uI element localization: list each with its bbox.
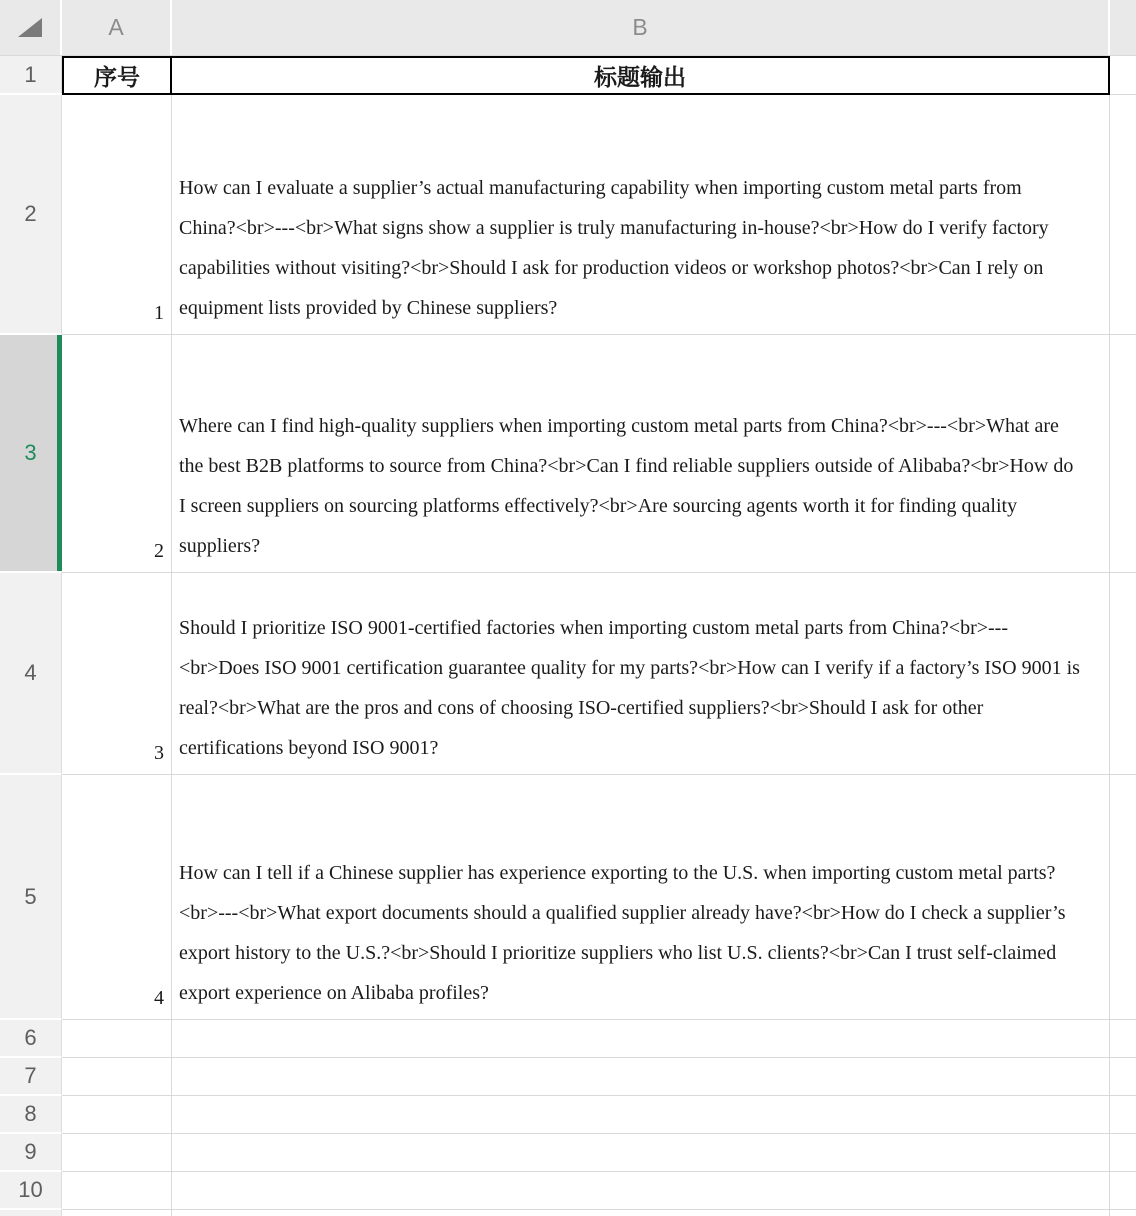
cell-c7[interactable] xyxy=(1110,1058,1136,1096)
cell-b2-text: How can I evaluate a supplier’s actual manufacturing capability when importing custom metal parts from China?<br>---<br>What signs show a supplier is truly manufacturing in-house?<br>How do I verify factory capabilities without visiting?<br>Should I ask for production videos or workshop photos?<br>Can I rely on equipment lists provided by Chinese suppliers? xyxy=(179,177,1049,319)
cell-b5[interactable] xyxy=(172,775,1110,1020)
cell-c2[interactable] xyxy=(1110,95,1136,335)
row-header-3[interactable] xyxy=(0,335,62,573)
column-header-b[interactable]: B xyxy=(172,0,1110,55)
cell-a5[interactable]: 4 xyxy=(62,775,172,1020)
table-row xyxy=(0,775,1136,1020)
column-header-a[interactable]: A xyxy=(62,0,172,55)
cell-b1-title-output-header[interactable]: 标题输出 xyxy=(172,56,1110,95)
table-row xyxy=(0,1020,1136,1058)
cell-c11[interactable] xyxy=(1110,1210,1136,1216)
row-header-4[interactable]: 4 xyxy=(0,573,62,775)
cell-a11[interactable] xyxy=(62,1210,172,1216)
cell-c1[interactable] xyxy=(1110,56,1136,95)
row-header-2[interactable]: 2 xyxy=(0,95,62,335)
cell-c10[interactable] xyxy=(1110,1172,1136,1210)
row-header-6[interactable]: 6 xyxy=(0,1020,62,1058)
cell-a6[interactable] xyxy=(62,1020,172,1058)
cell-c4[interactable] xyxy=(1110,573,1136,775)
cell-c3[interactable] xyxy=(1110,335,1136,573)
table-row xyxy=(0,1172,1136,1210)
cell-c5[interactable] xyxy=(1110,775,1136,1020)
cell-b3-text: Where can I find high-quality suppliers when importing custom metal parts from China?<br>---<br>What are the best B2B platforms to source from China?<br>Can I find reliable suppliers outside of Alibaba?<br>How do I screen suppliers on sourcing platforms effectively?<br>Are sourcing agents worth it for finding quality suppliers? xyxy=(179,415,1074,557)
row-header-5[interactable]: 5 xyxy=(0,775,62,1020)
cell-b7[interactable] xyxy=(172,1058,1110,1096)
row-header-10[interactable]: 10 xyxy=(0,1172,62,1210)
cell-c6[interactable] xyxy=(1110,1020,1136,1058)
table-row xyxy=(0,56,1136,95)
cell-a7[interactable] xyxy=(62,1058,172,1096)
cell-b5-text: How can I tell if a Chinese supplier has experience exporting to the U.S. when importing custom metal parts?<br>---<br>What export documents should a qualified supplier already have?<br>How do I check a supplier’s export history to the U.S.?<br>Should I prioritize suppliers who list U.S. clients?<br>Can I trust self-claimed export experience on Alibaba profiles? xyxy=(179,862,1066,1004)
table-row xyxy=(0,1134,1136,1172)
column-header-c[interactable] xyxy=(1110,0,1136,55)
cell-a3[interactable]: 2 xyxy=(62,335,172,573)
selection-accent-bar xyxy=(57,335,62,571)
cell-a8[interactable] xyxy=(62,1096,172,1134)
cell-b6[interactable] xyxy=(172,1020,1110,1058)
row-header-11[interactable] xyxy=(0,1210,62,1216)
table-row xyxy=(0,95,1136,335)
cell-a10[interactable] xyxy=(62,1172,172,1210)
cell-a9[interactable] xyxy=(62,1134,172,1172)
row-header-3-number: 3 xyxy=(24,440,37,465)
row-header-1[interactable]: 1 xyxy=(0,56,62,95)
cell-b4[interactable] xyxy=(172,573,1110,775)
cell-b3[interactable] xyxy=(172,335,1110,573)
cell-b8[interactable] xyxy=(172,1096,1110,1134)
cell-b10[interactable] xyxy=(172,1172,1110,1210)
cell-a4[interactable]: 3 xyxy=(62,573,172,775)
table-row xyxy=(0,1058,1136,1096)
cell-a1-serial-header[interactable]: 序号 xyxy=(62,56,172,95)
table-row xyxy=(0,1096,1136,1134)
select-all-corner[interactable] xyxy=(0,0,62,55)
column-header-row xyxy=(0,0,1136,56)
cell-b11[interactable] xyxy=(172,1210,1110,1216)
cell-a2[interactable]: 1 xyxy=(62,95,172,335)
cell-b9[interactable] xyxy=(172,1134,1110,1172)
cell-b2[interactable] xyxy=(172,95,1110,335)
select-all-triangle-icon xyxy=(18,18,42,37)
table-row xyxy=(0,335,1136,573)
row-header-7[interactable]: 7 xyxy=(0,1058,62,1096)
row-header-8[interactable]: 8 xyxy=(0,1096,62,1134)
cell-c9[interactable] xyxy=(1110,1134,1136,1172)
table-row xyxy=(0,573,1136,775)
cell-b4-text: Should I prioritize ISO 9001-certified factories when importing custom metal parts from China?<br>---<br>Does ISO 9001 certification guarantee quality for my parts?<br>How can I verify if a factory’s ISO 9001 is real?<br>What are the pros and cons of choosing ISO-certified suppliers?<br>Should I ask for other certifications beyond ISO 9001? xyxy=(179,617,1080,759)
row-header-9[interactable]: 9 xyxy=(0,1134,62,1172)
cell-c8[interactable] xyxy=(1110,1096,1136,1134)
table-row-partial xyxy=(0,1210,1136,1216)
